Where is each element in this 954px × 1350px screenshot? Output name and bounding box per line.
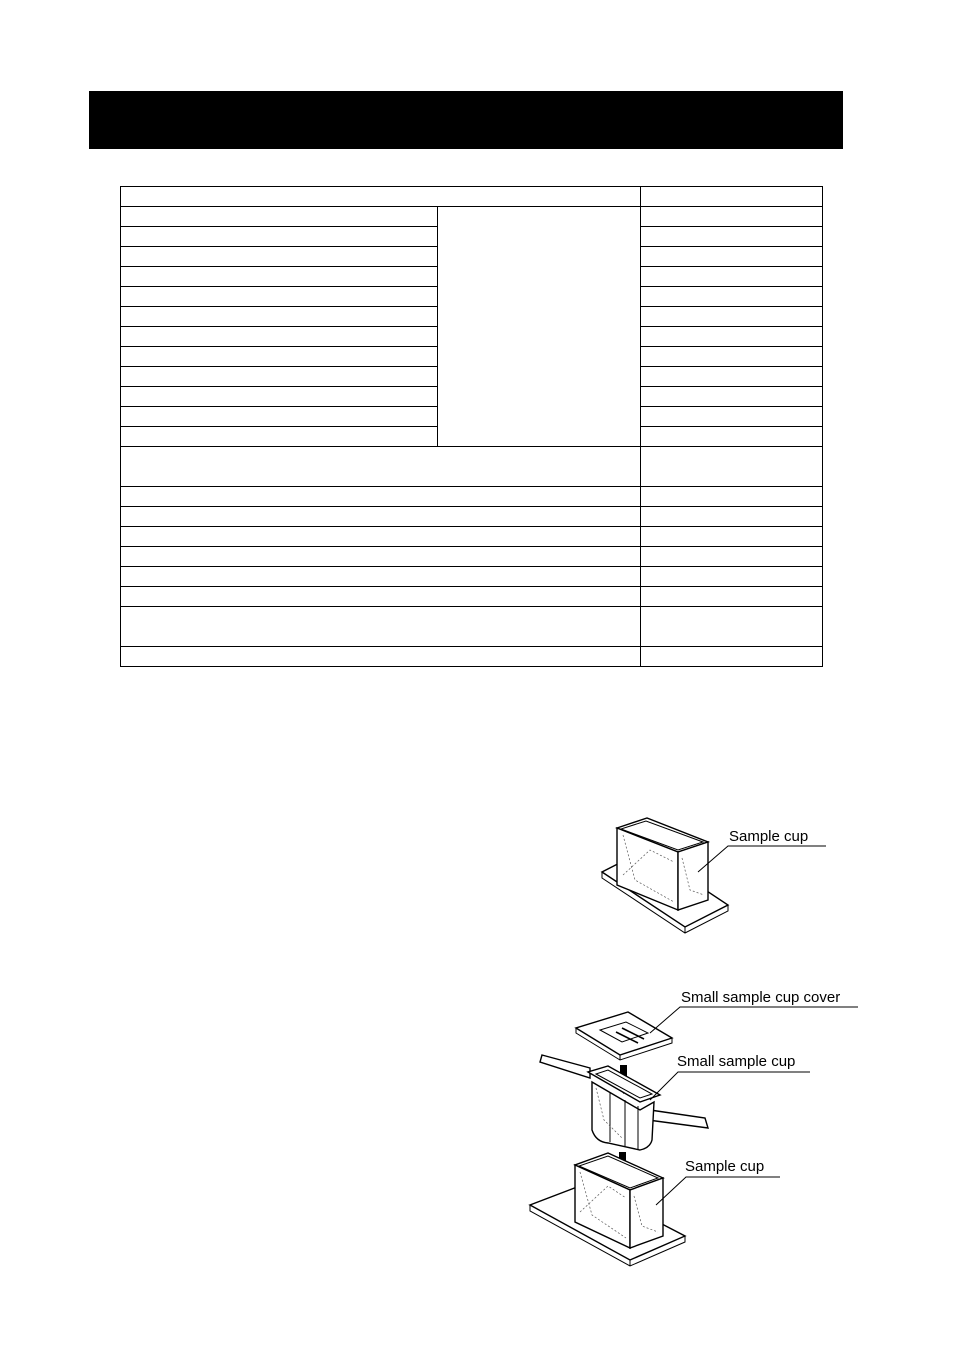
table-cell [121, 227, 438, 247]
small-sample-cup-cover-label: Small sample cup cover [681, 989, 841, 1006]
table-cell [641, 247, 823, 267]
small-sample-cup-assembly-illustration [530, 1000, 860, 1260]
table-cell [641, 567, 823, 587]
table-cell [641, 587, 823, 607]
table-cell [641, 607, 823, 647]
table-cell [641, 227, 823, 247]
table-cell [121, 327, 438, 347]
table-cell [641, 447, 823, 487]
table-row [121, 567, 823, 587]
leader-line [698, 846, 826, 872]
table-cell [641, 647, 823, 667]
table-cell [641, 307, 823, 327]
table-cell [641, 207, 823, 227]
cup-cover [576, 1012, 672, 1055]
table-cell [121, 607, 641, 647]
table-cell [641, 527, 823, 547]
table-row [121, 587, 823, 607]
specification-table [120, 186, 823, 667]
section-title-bar [89, 91, 843, 149]
table-row [121, 507, 823, 527]
table-header-cell [121, 187, 641, 207]
table-cell [641, 287, 823, 307]
table-cell [121, 287, 438, 307]
table-cell [641, 327, 823, 347]
table-row [121, 447, 823, 487]
table-row [121, 487, 823, 507]
cup-handle-left [540, 1055, 590, 1078]
table-cell [121, 407, 438, 427]
table-cell [121, 247, 438, 267]
table-group-cell [438, 207, 641, 447]
table-row [121, 547, 823, 567]
table-row [121, 607, 823, 647]
table-cell [121, 447, 641, 487]
table-cell [641, 507, 823, 527]
table-cell [121, 347, 438, 367]
table-cell [641, 267, 823, 287]
table-cell [641, 427, 823, 447]
table-cell [121, 587, 641, 607]
table-cell [121, 527, 641, 547]
table-cell [121, 207, 438, 227]
table-cell [641, 407, 823, 427]
table-cell [641, 367, 823, 387]
table-cell [641, 347, 823, 367]
table-row [121, 207, 823, 227]
table-cell [121, 307, 438, 327]
cup-side [630, 1178, 663, 1248]
table-cell [121, 647, 641, 667]
table-cell [121, 267, 438, 287]
table-cell [121, 547, 641, 567]
cup-side [678, 842, 708, 910]
table-cell [641, 387, 823, 407]
table-cell [121, 427, 438, 447]
table-cell [121, 567, 641, 587]
small-sample-cup-label: Small sample cup [677, 1053, 796, 1070]
table-cell [121, 507, 641, 527]
sample-cup-label: Sample cup [729, 828, 809, 845]
table-cell [641, 487, 823, 507]
sample-cup-label: Sample cup [685, 1158, 765, 1175]
table-row [121, 527, 823, 547]
table-cell [121, 387, 438, 407]
table-cell [641, 547, 823, 567]
cup-handle-right [648, 1110, 708, 1128]
table-header-row [121, 187, 823, 207]
table-header-cell [641, 187, 823, 207]
table-cell [121, 367, 438, 387]
table-cell [121, 487, 641, 507]
table-row [121, 647, 823, 667]
